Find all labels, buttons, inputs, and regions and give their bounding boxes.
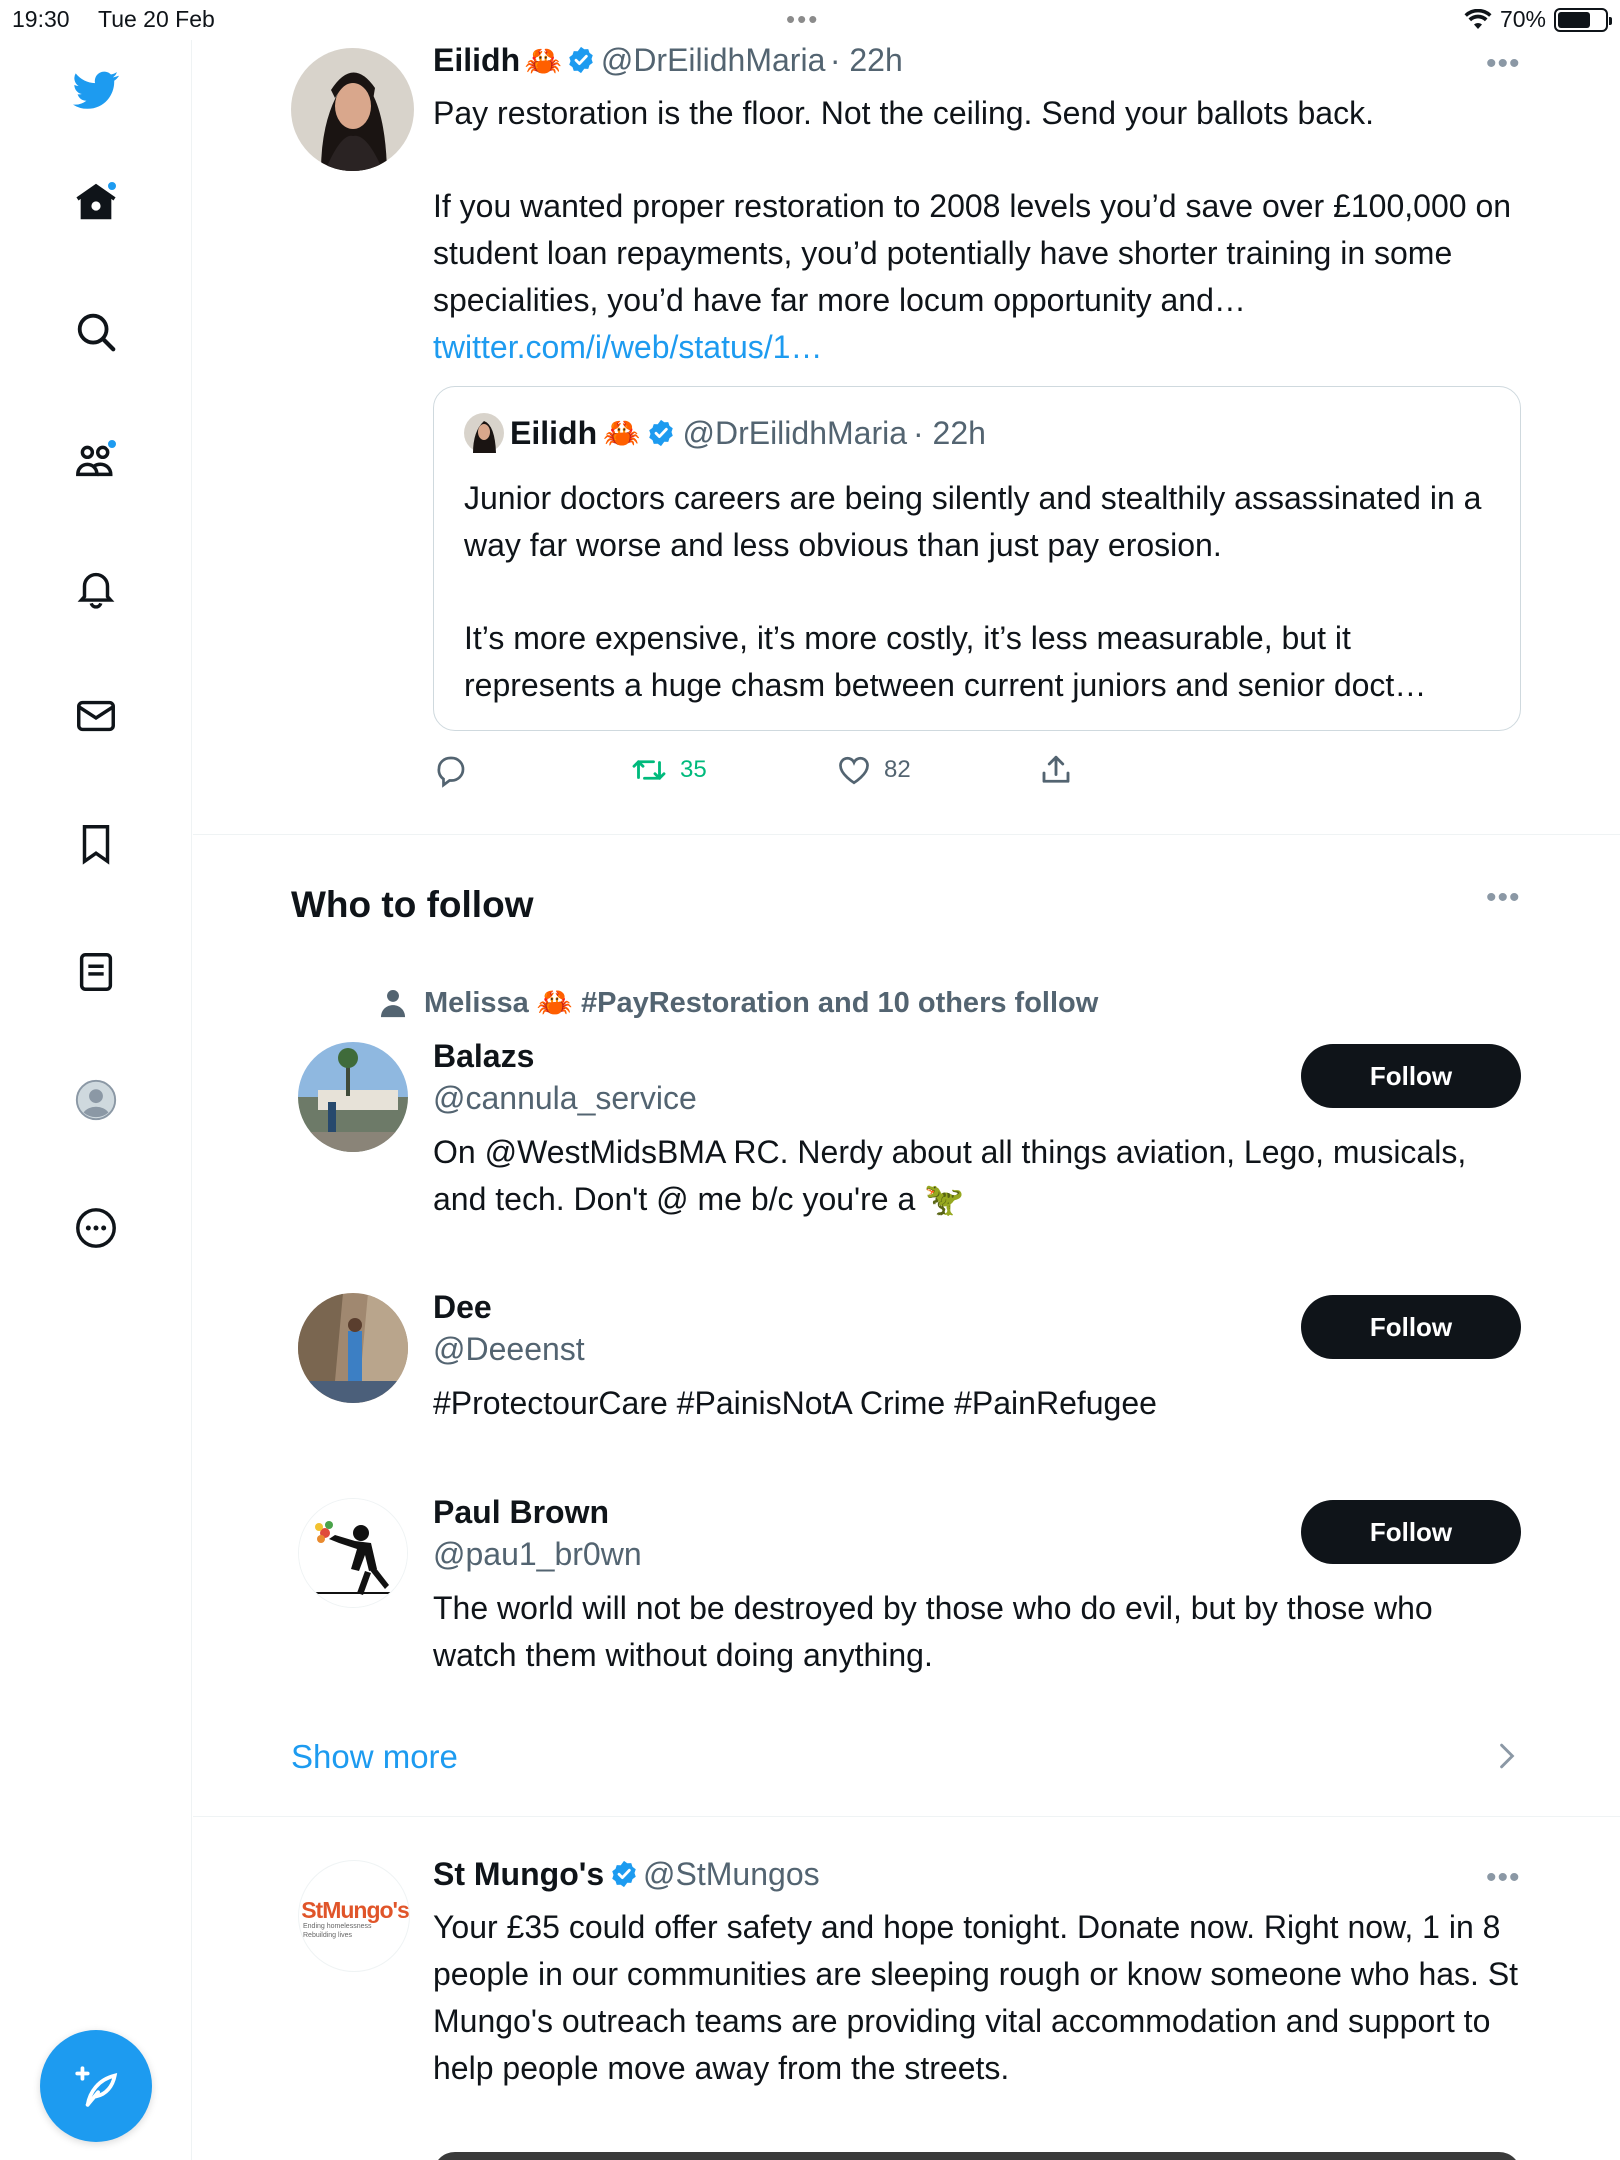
user-name[interactable]: Paul Brown <box>433 1494 610 1530</box>
like-count: 82 <box>884 756 911 783</box>
tweet-status-link[interactable]: twitter.com/i/web/status/1… <box>433 329 823 365</box>
user-bio: On @WestMidsBMA RC. Nerdy about all things aviation, Lego, musicals, and tech. Don't @ me b/c you're a 🦖 <box>433 1134 1467 1217</box>
crab-emoji: 🦀 <box>524 45 562 78</box>
status-right <box>1464 6 1608 33</box>
st-mungos-logo-avatar[interactable] <box>298 1860 410 1972</box>
retweet-button[interactable] <box>630 748 707 792</box>
promo-tweet-text: Your £35 could offer safety and hope tonight. Donate now. Right now, 1 in 8 people in our communities are sleeping rough or know someone who has. St Mungo's outreach teams are providing vital accommodation and support to help people move away from the streets. <box>433 1909 1519 2086</box>
person-icon <box>376 986 410 1020</box>
user-handle[interactable]: @Deeenst <box>433 1331 585 1367</box>
battery-fill <box>1558 12 1590 28</box>
show-more-link[interactable]: Show more <box>291 1738 458 1775</box>
tweet-author-handle[interactable]: @DrEilidhMaria <box>600 42 826 78</box>
logo-subtext-1: Ending homelessness <box>303 1923 372 1930</box>
search-icon[interactable] <box>70 306 122 358</box>
quoted-text-p2: It’s more expensive, it’s more costly, it’s less measurable, but it represents a huge chasm between current juniors and senior doct… <box>464 620 1427 703</box>
home-notification-dot <box>106 180 118 192</box>
tweet-more-icon[interactable]: ••• <box>1486 47 1521 80</box>
retweet-count: 35 <box>680 756 707 783</box>
home-icon[interactable] <box>70 176 122 228</box>
status-date: Tue 20 Feb <box>98 6 215 32</box>
quoted-crab-emoji: 🦀 <box>603 416 641 450</box>
user-handle[interactable]: @cannula_service <box>433 1080 697 1116</box>
tweet-body-text: If you wanted proper restoration to 2008 levels you’d save over £100,000 on student loan repayments, you’d potentially have shorter training in some specialities, you’d have far more locum opportunity and… <box>433 188 1512 318</box>
user-name[interactable]: Balazs <box>433 1038 535 1074</box>
feather-plus-icon <box>71 2061 121 2111</box>
follow-button[interactable]: Follow <box>1301 1295 1521 1359</box>
twitter-logo-icon[interactable] <box>70 64 122 116</box>
bookmarks-icon[interactable] <box>70 818 122 870</box>
sidebar-nav <box>0 40 192 2160</box>
status-time: 19:30 <box>12 6 70 32</box>
follow-button[interactable]: Follow <box>1301 1500 1521 1564</box>
quoted-text-p1: Junior doctors careers are being silently and stealthily assassinated in a way far worse and less obvious than just pay erosion. <box>464 480 1482 563</box>
heart-icon <box>836 752 872 788</box>
verified-badge-icon <box>566 45 596 75</box>
social-context <box>376 986 1098 1020</box>
user-avatar-dee[interactable] <box>298 1293 408 1403</box>
divider <box>193 834 1620 835</box>
tweet-time[interactable]: · 22h <box>829 42 903 78</box>
logo-text: StMungo's <box>301 1897 409 1923</box>
share-icon <box>1038 752 1074 788</box>
reply-icon <box>433 752 469 788</box>
chevron-right-icon[interactable] <box>1496 1738 1518 1779</box>
promo-verified-badge-icon <box>609 1859 639 1889</box>
social-context-text: Melissa 🦀 #PayRestoration and 10 others follow <box>424 987 1099 1019</box>
user-bio: #ProtectourCare #PainisNotA Crime #PainRefugee <box>433 1385 1157 1421</box>
quoted-tweet-time[interactable]: · 22h <box>913 414 986 451</box>
tweet-author-name[interactable]: Eilidh <box>433 42 521 78</box>
user-name[interactable]: Dee <box>433 1289 492 1325</box>
quoted-verified-badge-icon <box>646 418 676 448</box>
like-button[interactable] <box>836 748 911 792</box>
more-options-icon[interactable] <box>70 1202 122 1254</box>
reply-button[interactable] <box>433 748 469 792</box>
status-bar <box>0 0 1620 40</box>
user-avatar-balazs[interactable] <box>298 1042 408 1152</box>
tweet-text-line1: Pay restoration is the floor. Not the ceiling. Send your ballots back. <box>433 95 1374 131</box>
promo-tweet-header <box>433 1856 820 1893</box>
multitasking-dots-icon[interactable]: ••• <box>786 4 820 34</box>
logo-subtext-2: Rebuilding lives <box>303 1932 353 1939</box>
quoted-tweet[interactable] <box>433 386 1521 731</box>
who-to-follow-title: Who to follow <box>291 884 534 925</box>
battery-percent: 70% <box>1499 6 1546 32</box>
battery-icon <box>1554 8 1608 32</box>
who-to-follow-more-icon[interactable]: ••• <box>1486 881 1521 914</box>
user-bio: The world will not be destroyed by those who do evil, but by those who watch them without doing anything. <box>433 1590 1433 1673</box>
tweet-author-avatar[interactable] <box>291 48 414 171</box>
promo-media-preview[interactable] <box>433 2152 1521 2160</box>
profile-avatar-icon[interactable] <box>70 1074 122 1126</box>
user-avatar-paul-brown[interactable] <box>298 1498 408 1608</box>
quoted-tweet-header <box>464 413 986 453</box>
promo-author-name[interactable]: St Mungo's <box>433 1856 605 1892</box>
wifi-icon <box>1464 9 1492 31</box>
quoted-author-avatar[interactable] <box>464 413 504 453</box>
quoted-author-name[interactable]: Eilidh <box>510 414 598 451</box>
communities-icon[interactable] <box>70 434 122 486</box>
tweet-text-body <box>433 183 1523 371</box>
share-button[interactable] <box>1038 748 1074 792</box>
user-handle[interactable]: @pau1_br0wn <box>433 1536 642 1572</box>
promo-author-handle[interactable]: @StMungos <box>643 1856 820 1892</box>
notifications-bell-icon[interactable] <box>70 562 122 614</box>
follow-button[interactable]: Follow <box>1301 1044 1521 1108</box>
compose-tweet-button[interactable] <box>40 2030 152 2142</box>
lists-icon[interactable] <box>70 946 122 998</box>
retweet-icon <box>630 752 668 788</box>
tweet-header <box>433 42 903 79</box>
promo-more-icon[interactable]: ••• <box>1486 1861 1521 1894</box>
quoted-author-handle[interactable]: @DrEilidhMaria <box>682 414 907 451</box>
messages-envelope-icon[interactable] <box>70 690 122 742</box>
divider <box>193 1816 1620 1817</box>
communities-notification-dot <box>106 438 118 450</box>
